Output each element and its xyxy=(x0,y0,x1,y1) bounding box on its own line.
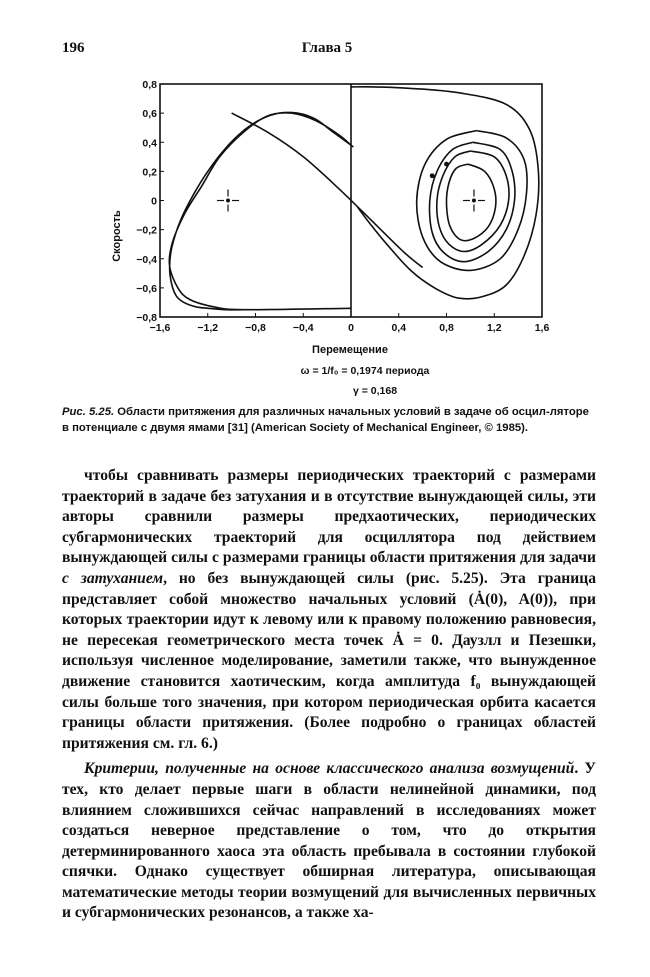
y-tick-label: 0,6 xyxy=(142,108,157,121)
curve-boundary-right xyxy=(351,87,539,299)
paragraph-2-heading: Критерии, полученные на основе классического анализа возмущений xyxy=(84,760,575,778)
curve-boundary-left xyxy=(169,112,353,309)
orbit-point-marker xyxy=(444,162,449,167)
y-axis-label: Скорость xyxy=(111,210,123,262)
figure-caption xyxy=(62,404,594,436)
x-tick-label: −1,6 xyxy=(149,322,171,334)
curve-separatrix xyxy=(232,113,423,267)
parameter-gamma: γ = 0,168 xyxy=(352,385,398,397)
y-tick-label: −0,6 xyxy=(136,282,157,295)
parameter-omega: ω = 1/f₀ = 0,1974 периода xyxy=(300,365,430,377)
x-tick-label: 1,2 xyxy=(486,322,502,334)
x-tick-label: 0,8 xyxy=(439,322,454,334)
figure-caption-text: Области притяжения для различных начальных условий в задаче об осцил-ляторе в потенциале с двумя ямами [31] (American Society of Mechanical Engineer, © 1985). xyxy=(62,406,589,434)
y-tick-label: 0,8 xyxy=(142,79,157,91)
paragraph-2 xyxy=(62,759,596,924)
curve-orbit-inner xyxy=(446,164,495,241)
equilibrium-marker-right xyxy=(463,190,485,212)
figure-basins-of-attraction xyxy=(100,74,570,404)
orbit-point-marker xyxy=(430,173,435,178)
paragraph-1 xyxy=(62,466,596,754)
x-tick-label: −0,8 xyxy=(245,322,266,334)
curve-orbit-mid-1 xyxy=(430,142,515,262)
y-tick-label: 0,2 xyxy=(142,166,157,179)
paragraph-2-rest: . У тех, кто делает первые шаги в области нелинейной динамики, под влиянием сложившихся сейчас направлений в исследованиях может создаться неверное представление о том, что до открытия детерминированного хаоса эта область пребывала в состоянии глубокой спячки. Однако существует обширная литература, описывающая математические методы теории возмущений для вычисленных первичных и субгармонических резонансов, а также ха- xyxy=(62,760,596,922)
x-tick-label: −1,2 xyxy=(197,322,219,334)
x-tick-label: 0 xyxy=(348,322,354,334)
y-tick-label: 0,4 xyxy=(142,137,157,150)
paragraph-1-rest: , но без вынуждающей силы (рис. 5.25). Эта граница представляет собой множество начальных условий (Ȧ(0), A(0)), при которых траектории идут к левому или к правому положению равновесия, не пересекая геометрического места точек Ȧ = 0. Даузлл и Пезешки, используя численное моделирование, заметили также, что вынужденное движение становится хаотическим, когда амплитуда f₀ вынуждающей силы больше того значения, при котором периодическая орбита касается границы области притяжения. (Более подробно о границах областей притяжения см. гл. 6.) xyxy=(62,569,597,752)
x-tick-label: 1,6 xyxy=(534,322,550,334)
paragraph-1-emphasis: с затуханием xyxy=(62,569,164,587)
x-tick-label: −0,4 xyxy=(292,322,314,334)
body-text xyxy=(62,466,596,924)
x-tick-label: 0,4 xyxy=(391,322,407,334)
paragraph-1-text: чтобы сравнивать размеры периодических траекторий с размерами траекторий в задаче без затухания и в отсутствие вынуждающей силы, эти авторы сравнили размеры предхаотических, периодических субгармонических траекторий для осциллятора под действием вынуждающей силы с размерами границы области притяжения для задачи xyxy=(62,467,596,567)
y-tick-label: 0 xyxy=(151,195,157,208)
figure-caption-label: Рис. 5.25. xyxy=(62,406,115,418)
y-tick-label: −0,2 xyxy=(136,224,157,237)
chapter-title: Глава 5 xyxy=(301,40,353,56)
y-tick-label: −0,4 xyxy=(136,253,157,266)
phase-plane-chart xyxy=(100,74,570,404)
equilibrium-marker-left xyxy=(217,190,239,212)
y-tick-label: −0,8 xyxy=(136,312,157,324)
page-header xyxy=(62,40,592,60)
page-number: 196 xyxy=(62,40,85,56)
x-axis-label: Перемещение xyxy=(312,344,388,356)
